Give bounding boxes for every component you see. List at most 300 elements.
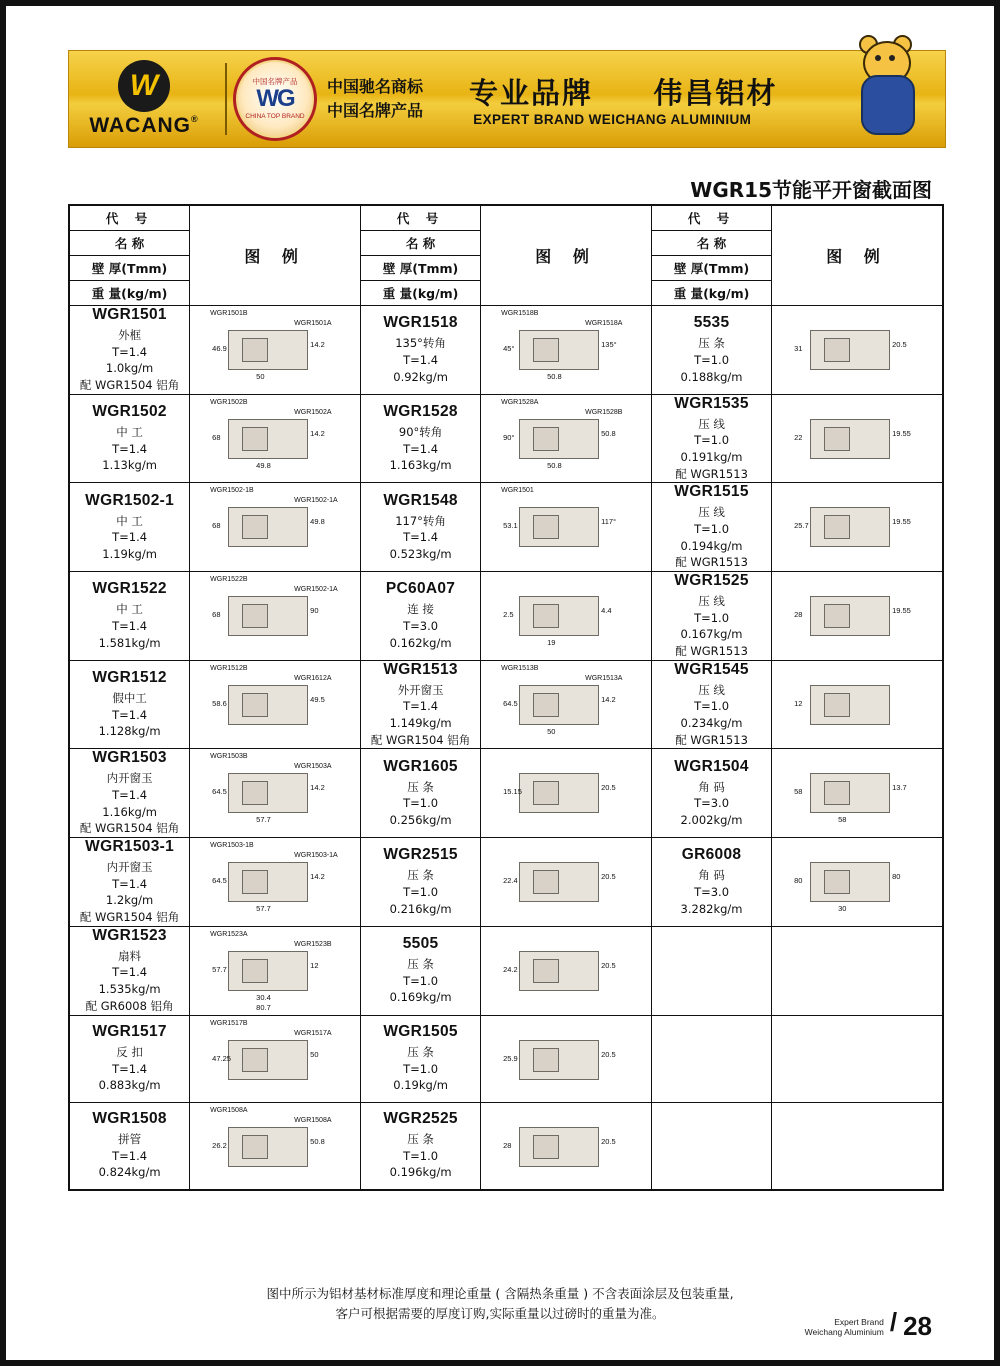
profile-weight: 1.149kg/m: [389, 716, 452, 731]
profile-spec-cell: [652, 926, 772, 1015]
profile-figure-cell: [190, 394, 361, 483]
profile-thickness: T=1.4: [403, 353, 439, 367]
cert-line-2: 中国名牌产品: [327, 101, 424, 120]
profile-part-label: WGR1517B: [210, 1019, 248, 1027]
profile-part-label: WGR1528B: [585, 408, 623, 416]
profile-spec-cell: [69, 1102, 190, 1190]
profile-part-label: WGR1513A: [585, 674, 623, 682]
profile-extra: 配 WGR1513: [675, 555, 748, 570]
page-number: 28: [903, 1310, 932, 1341]
header-weight-2: 重 量(kg/m): [382, 286, 459, 301]
profile-thickness: T=1.0: [694, 353, 730, 367]
profile-section-shape: [810, 685, 890, 725]
profile-code: WGR1535: [674, 394, 749, 412]
table-header-row: [69, 205, 943, 306]
profile-dimension: 64.5: [212, 876, 227, 886]
profile-part-label: WGR1518B: [501, 310, 539, 317]
profile-code: WGR1548: [383, 491, 458, 509]
profile-part-label: WGR1503-1A: [294, 852, 338, 860]
profile-section-shape: [228, 1127, 308, 1167]
profile-dimension: 19: [547, 638, 556, 648]
profile-dimension: 53.1: [503, 521, 518, 531]
profile-section-shape: [519, 685, 599, 725]
table-row: [69, 1102, 943, 1190]
profile-code: 5535: [693, 314, 730, 332]
profile-code: WGR1503-1: [85, 838, 174, 856]
profile-code: WGR1503: [92, 749, 167, 767]
profile-code: WGR1501: [92, 306, 167, 323]
registered-icon: ®: [191, 114, 199, 124]
profile-weight: 1.535kg/m: [98, 982, 161, 997]
profile-thickness: T=3.0: [403, 619, 439, 634]
profile-drawing: [481, 661, 651, 749]
profile-section-detail: [242, 1048, 268, 1072]
brand-chinese-right: 伟昌铝材: [653, 76, 778, 110]
profile-spec-cell: [652, 838, 772, 927]
profile-figure-cell: [481, 1015, 652, 1102]
certification-seal: [233, 57, 317, 141]
profile-weight: 0.19kg/m: [393, 1078, 448, 1093]
profile-code: WGR1504: [674, 757, 749, 775]
table-row: [69, 394, 943, 483]
profile-section-shape: [228, 773, 308, 813]
profile-spec-cell: [361, 483, 481, 572]
profile-spec-cell: [69, 483, 190, 572]
header-weight-1: 重 量(kg/m): [91, 286, 168, 301]
profile-extra: 配 WGR1504 铝角: [79, 378, 180, 393]
profile-weight: 0.196kg/m: [389, 1165, 452, 1180]
profile-section-shape: [228, 419, 308, 459]
profile-dimension: 30: [838, 904, 847, 914]
profile-drawing: [772, 395, 942, 483]
profile-dimension: 2.5: [503, 610, 514, 620]
profile-code: WGR1513: [383, 660, 458, 678]
cert-line-1: 中国驰名商标: [327, 77, 424, 96]
profile-spec-cell: [652, 1015, 772, 1102]
profile-spec-cell: [361, 926, 481, 1015]
profile-dimension: 30.4: [256, 992, 271, 1002]
profile-section-shape: [810, 773, 890, 813]
profile-drawing: [772, 838, 942, 926]
profile-thickness: T=1.4: [112, 441, 148, 456]
profile-dimension: 25.7: [794, 521, 809, 531]
profile-code: WGR1545: [674, 660, 749, 678]
profile-spec-cell: [361, 660, 481, 749]
profile-drawing: [190, 661, 360, 749]
profile-drawing: [190, 483, 360, 571]
table-row: [69, 306, 943, 395]
profile-section-detail: [824, 515, 850, 539]
profile-spec-cell: [361, 1015, 481, 1102]
profile-thickness: T=1.4: [112, 530, 148, 545]
profile-section-shape: [228, 862, 308, 902]
brand-english: EXPERT BRAND WEICHANG ALUMINIUM: [473, 112, 752, 127]
profile-figure-cell: [190, 838, 361, 927]
profile-name: 拼管: [118, 1131, 142, 1146]
header-code-1: 代 号: [70, 206, 189, 231]
profile-name: 假中工: [112, 691, 147, 706]
profile-weight: 0.92kg/m: [393, 369, 448, 384]
profile-name: 压 线: [698, 594, 725, 609]
profile-spec-cell: [652, 749, 772, 838]
profile-figure-cell: [481, 1102, 652, 1190]
profile-name: 压 条: [407, 1044, 434, 1059]
profile-thickness: T=1.0: [403, 885, 439, 900]
profile-figure-cell: [772, 572, 943, 661]
profile-thickness: T=1.0: [694, 433, 730, 448]
profile-spec-cell: [69, 306, 190, 395]
profile-dimension: 20.5: [601, 783, 616, 793]
profile-part-label: WGR1503B: [210, 753, 248, 761]
profile-figure-cell: [772, 749, 943, 838]
profile-thickness: T=1.4: [112, 619, 148, 634]
profile-name: 外开窗玉: [397, 682, 444, 697]
footer-brand: [804, 1307, 932, 1341]
profile-section-detail: [242, 1135, 268, 1159]
profile-dimension: 45°: [503, 344, 515, 353]
profile-dimension: 20.5: [601, 960, 616, 970]
profile-section-detail: [824, 338, 850, 362]
profile-name: 压 条: [407, 868, 434, 883]
profile-dimension: 46.9: [212, 344, 227, 353]
profile-code: WGR1512: [92, 669, 167, 687]
profile-drawing: [190, 749, 360, 837]
header-code-2: 代 号: [361, 206, 480, 231]
profile-drawing: [481, 572, 651, 660]
profile-dimension: 49.8: [256, 460, 271, 470]
profile-figure-cell: [190, 660, 361, 749]
profile-section-detail: [533, 781, 559, 805]
profile-drawing: [772, 749, 942, 837]
profile-code: WGR1518: [383, 314, 458, 332]
profile-thickness: T=1.4: [112, 707, 148, 722]
profile-name: 中 工: [116, 602, 143, 617]
profile-code: WGR1502: [92, 403, 167, 421]
profile-drawing: [772, 661, 942, 749]
profile-weight: 0.523kg/m: [389, 547, 452, 562]
profile-dimension: 64.5: [212, 787, 227, 797]
profile-drawing: [190, 927, 360, 1015]
profile-section-detail: [242, 959, 268, 983]
profile-part-label: WGR1523A: [210, 930, 248, 938]
profile-code: 5505: [402, 935, 439, 953]
profile-dimension: 4.4: [601, 606, 612, 616]
footer-slash: /: [889, 1307, 898, 1337]
profile-weight: 1.0kg/m: [105, 361, 154, 376]
profile-section-shape: [228, 507, 308, 547]
profile-thickness: T=1.0: [694, 522, 730, 537]
profile-dimension: 12: [310, 960, 319, 970]
profile-weight: 1.16kg/m: [102, 804, 157, 819]
profile-dimension: 80.7: [256, 1002, 271, 1012]
profile-dimension: 25.9: [503, 1053, 518, 1063]
mascot-icon: [841, 35, 937, 147]
profile-spec-cell: [361, 749, 481, 838]
profile-drawing: [481, 395, 651, 483]
profile-thickness: T=1.4: [403, 530, 439, 545]
profile-part-label: WGR1517A: [294, 1029, 332, 1037]
profile-name: 压 线: [698, 505, 725, 520]
profile-spec-cell: [361, 838, 481, 927]
profile-code: WGR1525: [674, 572, 749, 590]
profile-code: WGR1517: [92, 1022, 167, 1040]
profile-name: 内开窗玉: [106, 771, 153, 786]
profile-section-shape: [519, 596, 599, 636]
profile-weight: 1.2kg/m: [105, 893, 154, 908]
profile-figure-cell: [772, 660, 943, 749]
profile-section-detail: [242, 604, 268, 628]
header-figure-1: 图 例: [190, 205, 361, 306]
profile-dimension: 13.7: [892, 783, 907, 793]
profile-name: 连 接: [407, 602, 434, 617]
profile-dimension: 28: [503, 1140, 512, 1150]
profile-dimension: 19.55: [892, 606, 911, 616]
header-thickness-1: 壁 厚(Tmm): [70, 256, 189, 281]
profile-thickness: T=1.0: [403, 973, 439, 988]
profile-name: 压 条: [407, 957, 434, 972]
profile-weight: 0.824kg/m: [98, 1165, 161, 1180]
brand-chinese: [469, 71, 778, 112]
table-row: [69, 1015, 943, 1102]
profile-figure-cell: [481, 394, 652, 483]
profile-section-shape: [519, 419, 599, 459]
profile-dimension: 50: [547, 726, 556, 736]
profile-drawing: [190, 306, 360, 394]
profile-section-detail: [242, 693, 268, 717]
profile-code: WGR1502-1: [85, 491, 174, 509]
profile-weight: 0.216kg/m: [389, 901, 452, 916]
profile-name: 压 线: [698, 416, 725, 431]
profile-part-label: WGR1502A: [294, 408, 332, 416]
profile-thickness: T=1.4: [112, 344, 148, 359]
profile-name: 135°转角: [395, 336, 446, 351]
profile-dimension: 90°: [503, 432, 515, 442]
profile-part-label: WGR1503A: [294, 763, 332, 771]
profile-figure-cell: [190, 306, 361, 395]
profile-extra: 配 WGR1504 铝角: [79, 821, 180, 836]
profile-section-shape: [519, 330, 599, 370]
company-logo: [69, 51, 219, 147]
profile-section-detail: [533, 338, 559, 362]
header-banner: [68, 50, 946, 148]
footer-note-line-1: 图中所示为铝材基材标准厚度和理论重量 ( 含隔热条重量 ) 不含表面涂层及包装重量,: [266, 1286, 734, 1301]
profile-extra: 配 WGR1513: [675, 466, 748, 481]
profile-figure-cell: [772, 1102, 943, 1190]
profile-part-label: WGR1501B: [210, 310, 248, 317]
profile-section-detail: [824, 870, 850, 894]
profile-dimension: 58: [838, 815, 847, 825]
profile-spec-cell: [652, 572, 772, 661]
profile-dimension: 58.6: [212, 698, 227, 708]
header-spec-col-3: [652, 205, 772, 306]
profile-weight: 1.581kg/m: [98, 635, 161, 650]
profile-figure-cell: [190, 926, 361, 1015]
profile-thickness: T=1.0: [403, 796, 439, 811]
profile-code: WGR1523: [92, 926, 167, 944]
profile-figure-cell: [481, 306, 652, 395]
profile-spec-cell: [652, 394, 772, 483]
header-spec-col-1: [69, 205, 190, 306]
profile-weight: 3.282kg/m: [680, 901, 743, 916]
profile-weight: 0.162kg/m: [389, 635, 452, 650]
profile-code: WGR1522: [92, 580, 167, 598]
profile-code: WGR1605: [383, 757, 458, 775]
table-row: [69, 838, 943, 927]
profile-name: 角 码: [698, 779, 725, 794]
profile-part-label: WGR1522B: [210, 576, 248, 584]
profile-extra: 配 GR6008 铝角: [85, 998, 174, 1013]
profile-weight: 1.13kg/m: [102, 458, 157, 473]
profile-figure-cell: [481, 483, 652, 572]
footer-brand-text: [805, 1317, 884, 1338]
profile-name: 压 线: [698, 682, 725, 697]
profile-figure-cell: [190, 1102, 361, 1190]
profile-code: WGR1528: [383, 403, 458, 421]
profile-name: 压 条: [407, 1131, 434, 1146]
profile-figure-cell: [772, 838, 943, 927]
profile-part-label: WGR1523B: [294, 940, 332, 948]
seal-mid-text: WG: [256, 85, 294, 113]
profile-code: WGR1505: [383, 1022, 458, 1040]
profile-thickness: T=3.0: [694, 885, 730, 900]
header-code-3: 代 号: [652, 206, 771, 231]
profile-drawing: [190, 838, 360, 926]
header-figure-2: 图 例: [481, 205, 652, 306]
header-thickness-3: 壁 厚(Tmm): [652, 256, 771, 281]
footer-brand-line-1: Expert Brand: [834, 1316, 884, 1327]
profile-section-shape: [519, 773, 599, 813]
profile-spec-cell: [69, 749, 190, 838]
profile-figure-cell: [772, 926, 943, 1015]
profile-section-detail: [242, 515, 268, 539]
brand-block: [447, 71, 778, 127]
profile-section-detail: [242, 338, 268, 362]
profile-section-shape: [519, 1127, 599, 1167]
profile-weight: 0.167kg/m: [680, 627, 743, 642]
profile-dimension: 20.5: [892, 340, 907, 349]
logo-wordmark: [89, 114, 198, 138]
profile-part-label: WGR1502-1A: [294, 497, 338, 505]
profile-weight: 2.002kg/m: [680, 813, 743, 828]
profile-dimension: 20.5: [601, 1049, 616, 1059]
profile-section-detail: [242, 427, 268, 451]
profile-weight: 0.256kg/m: [389, 813, 452, 828]
profile-weight: 0.194kg/m: [680, 538, 743, 553]
profile-dimension: 14.2: [310, 872, 325, 882]
table-row: [69, 749, 943, 838]
profile-section-detail: [242, 781, 268, 805]
profile-dimension: 26.2: [212, 1140, 227, 1150]
profile-code: WGR1515: [674, 483, 749, 501]
profile-extra: 配 WGR1504 铝角: [79, 910, 180, 925]
profile-table: [68, 204, 944, 1191]
profile-section-shape: [228, 330, 308, 370]
profile-thickness: T=1.0: [403, 1148, 439, 1163]
profile-thickness: T=1.0: [403, 1061, 439, 1076]
header-thickness-2: 壁 厚(Tmm): [361, 256, 480, 281]
profile-dimension: 58: [794, 787, 803, 797]
footer-note-line-2: 客户可根据需要的厚度订购,实际重量以过磅时的重量为准。: [335, 1306, 665, 1321]
profile-name: 压 条: [407, 779, 434, 794]
profile-section-detail: [824, 604, 850, 628]
profile-drawing: [772, 483, 942, 571]
header-spec-col-2: [361, 205, 481, 306]
header-weight-3: 重 量(kg/m): [673, 286, 750, 301]
profile-name: 117°转角: [395, 513, 446, 528]
profile-drawing: [481, 927, 651, 1015]
profile-thickness: T=1.4: [112, 965, 148, 980]
profile-drawing: [481, 306, 651, 394]
profile-code: GR6008: [681, 846, 742, 864]
profile-section-detail: [242, 870, 268, 894]
profile-name: 外框: [118, 328, 142, 342]
profile-dimension: 15.15: [503, 787, 522, 797]
profile-figure-cell: [772, 483, 943, 572]
profile-thickness: T=1.4: [112, 1148, 148, 1163]
profile-dimension: 20.5: [601, 872, 616, 882]
table-row: [69, 483, 943, 572]
profile-section-shape: [810, 330, 890, 370]
profile-section-shape: [810, 507, 890, 547]
profile-spec-cell: [69, 1015, 190, 1102]
profile-part-label: WGR1502B: [210, 398, 248, 406]
profile-dimension: 14.2: [310, 783, 325, 793]
table-row: [69, 926, 943, 1015]
profile-dimension: 22.4: [503, 876, 518, 886]
profile-section-shape: [810, 862, 890, 902]
profile-weight: 1.19kg/m: [102, 547, 157, 562]
header-name-3: 名 称: [652, 231, 771, 256]
profile-spec-cell: [652, 1102, 772, 1190]
seal-top-text: 中国名牌产品: [252, 77, 298, 87]
profile-dimension: 68: [212, 610, 221, 620]
profile-spec-cell: [69, 660, 190, 749]
profile-spec-cell: [361, 572, 481, 661]
profile-dimension: 135°: [601, 340, 617, 349]
profile-spec-cell: [361, 306, 481, 395]
profile-name: 90°转角: [398, 425, 443, 440]
profile-figure-cell: [481, 838, 652, 927]
profile-dimension: 14.2: [310, 340, 325, 349]
profile-dimension: 47.25: [212, 1053, 231, 1063]
profile-thickness: T=3.0: [694, 796, 730, 811]
profile-dimension: 68: [212, 521, 221, 531]
profile-dimension: 50: [310, 1049, 319, 1059]
profile-weight: 0.169kg/m: [389, 990, 452, 1005]
footer-note: [68, 1284, 932, 1324]
profile-dimension: 50.8: [310, 1136, 325, 1146]
profile-weight: 0.191kg/m: [680, 450, 743, 465]
profile-part-label: WGR1528A: [501, 398, 539, 406]
profile-drawing: [190, 1103, 360, 1189]
profile-dimension: 28: [794, 610, 803, 620]
profile-drawing: [481, 838, 651, 926]
profile-section-shape: [519, 1040, 599, 1080]
profile-dimension: 50.8: [601, 428, 616, 438]
profile-dimension: 49.5: [310, 694, 325, 704]
profile-dimension: 57.7: [256, 904, 271, 914]
profile-drawing: [481, 749, 651, 837]
brand-chinese-left: 专业品牌: [469, 76, 594, 110]
profile-part-label: WGR1502-1B: [210, 487, 254, 495]
profile-part-label: WGR1508A: [210, 1106, 248, 1114]
profile-part-label: WGR1501A: [294, 320, 332, 327]
profile-section-shape: [228, 1040, 308, 1080]
profile-code: WGR2525: [383, 1109, 458, 1127]
profile-section-shape: [519, 951, 599, 991]
profile-section-detail: [824, 781, 850, 805]
profile-spec-cell: [69, 572, 190, 661]
